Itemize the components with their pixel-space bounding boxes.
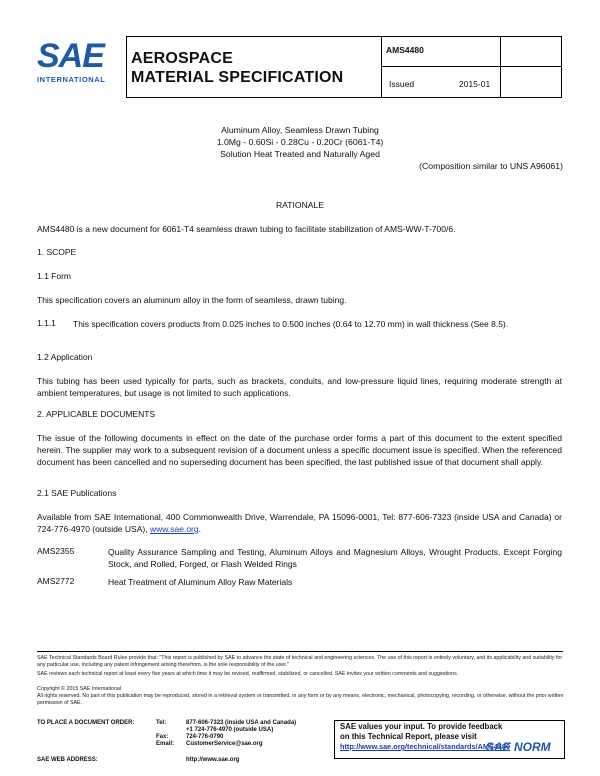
paragraph: This tubing has been used typically for parts, such as brackets, conduits, and low-pressure liquid lines, requiring moderate strength at ambient temperatures, but usage is not limited to such applications. [37, 376, 562, 398]
availability-text: Available from SAE International, 400 Commonwealth Drive, Warrendale, PA 15096-0001, Tel: 877-606-7323 (inside USA and Canada) or 724-776-4970 (outside USA), [37, 512, 562, 534]
feedback-link[interactable]: http://www.sae.org/technical/standards/AMS4480 [340, 742, 511, 751]
rationale-heading: RATIONALE [275, 200, 325, 210]
issued-label: Issued [389, 79, 415, 89]
fax-number: 724-776-0790 [186, 734, 224, 740]
spec-title-line: (Composition similar to UNS A96061) [419, 161, 563, 171]
paragraph: Available from SAE International, 400 Commonwealth Drive, Warrendale, PA 15096-0001, Tel: 877-606-7323 (inside USA and Canada) or 724-776-4970 (outside USA), www.sae.org. [37, 512, 562, 534]
section-heading: 2.1 SAE Publications [37, 488, 117, 498]
sae-norm-stamp: SAE NORM [486, 740, 551, 754]
feedback-line: SAE values your input. To provide feedback [340, 722, 503, 731]
title-line-2: MATERIAL SPECIFICATION [131, 69, 344, 86]
paragraph-number: 1.1.1 [37, 318, 56, 328]
spec-title-line: 1.0Mg - 0.60Si - 0.28Cu - 0.20Cr (6061-T4) [216, 137, 384, 147]
footer-rule [37, 651, 563, 652]
feedback-line: on this Technical Report, please visit [340, 732, 477, 741]
order-label: TO PLACE A DOCUMENT ORDER: [37, 720, 135, 726]
footer-copyright: Copyright © 2015 SAE International [37, 686, 121, 692]
issued-date: 2015-01 [459, 79, 491, 89]
title-line-1: AEROSPACE [131, 50, 233, 67]
footer-notice: SAE Technical Standards Board Rules provide that: "This report is published by SAE to advance the state of technical and engineering sciences. The use of this report is entirely voluntary, and its applicability and suitability for any particular use, including any patent infringement arising therefrom, is the sole responsibility of the user." [37, 655, 563, 668]
reference-title: Heat Treatment of Aluminum Alloy Raw Materials [108, 577, 293, 587]
tel-outside: +1 724-776-4970 (outside USA) [186, 727, 274, 733]
section-heading: 1.1 Form [37, 271, 72, 281]
section-heading: 1.2 Application [37, 352, 93, 362]
footer-notice: SAE reviews each technical report at least every five years at which time it may be revised, reaffirmed, stabilized, or cancelled. SAE invites your written comments and suggestions. [37, 671, 459, 677]
section-heading: 1. SCOPE [37, 247, 77, 257]
document-type-title [131, 49, 343, 87]
sae-logo [37, 38, 115, 86]
paragraph: This specification covers products from 0.025 inches to 0.500 inches (0.64 to 12.70 mm) in wall thickness (See 8.5). [73, 319, 509, 329]
reference-id: AMS2772 [37, 576, 75, 586]
web-address[interactable]: http://www.sae.org [186, 757, 240, 763]
tel-inside: 877-606-7323 (inside USA and Canada) [186, 720, 297, 726]
tel-label: Tel: [156, 720, 167, 726]
paragraph: This specification covers an aluminum alloy in the form of seamless, drawn tubing. [37, 295, 347, 305]
footer-notice: All rights reserved. No part of this publication may be reproduced, stored in a retrieval system or transmitted, in any form or by any means, electronic, mechanical, photocopying, recording, or otherwise, without the prior written permission of SAE. [37, 693, 564, 706]
paragraph: The issue of the following documents in effect on the date of the purchase order forms a part of this document to the extent specified herein. The supplier may work to a subsequent revision of a document unless a specific document issue is specified. When the referenced document has been cancelled and no superseding document has been specified, the last published issue of that document shall apply. [37, 433, 562, 467]
spec-title-line: Aluminum Alloy, Seamless Drawn Tubing [221, 125, 379, 135]
logo-brand: SAE [37, 37, 104, 75]
document-number: AMS4480 [386, 45, 424, 55]
reference-id: AMS2355 [37, 546, 75, 556]
reference-title: Quality Assurance Sampling and Testing, Aluminum Alloys and Magnesium Alloys, Wrought Products, Except Forging Stock, and Rolled, Forged, or Flash Welded Rings [108, 547, 562, 569]
fax-label: Fax: [156, 734, 169, 740]
spec-title-line: Solution Heat Treated and Naturally Aged [220, 149, 380, 159]
sae-website-link[interactable]: www.sae.org [149, 524, 199, 534]
web-label: SAE WEB ADDRESS: [37, 757, 98, 763]
email-label: Email: [156, 741, 175, 747]
email-address[interactable]: CustomerService@sae.org [186, 741, 263, 747]
section-heading: 2. APPLICABLE DOCUMENTS [37, 409, 156, 419]
logo-subtitle: INTERNATIONAL [37, 75, 106, 84]
rationale-text: AMS4480 is a new document for 6061-T4 seamless drawn tubing to facilitate stabilization of AMS-WW-T-700/6. [37, 224, 456, 234]
header-divider [381, 66, 561, 67]
